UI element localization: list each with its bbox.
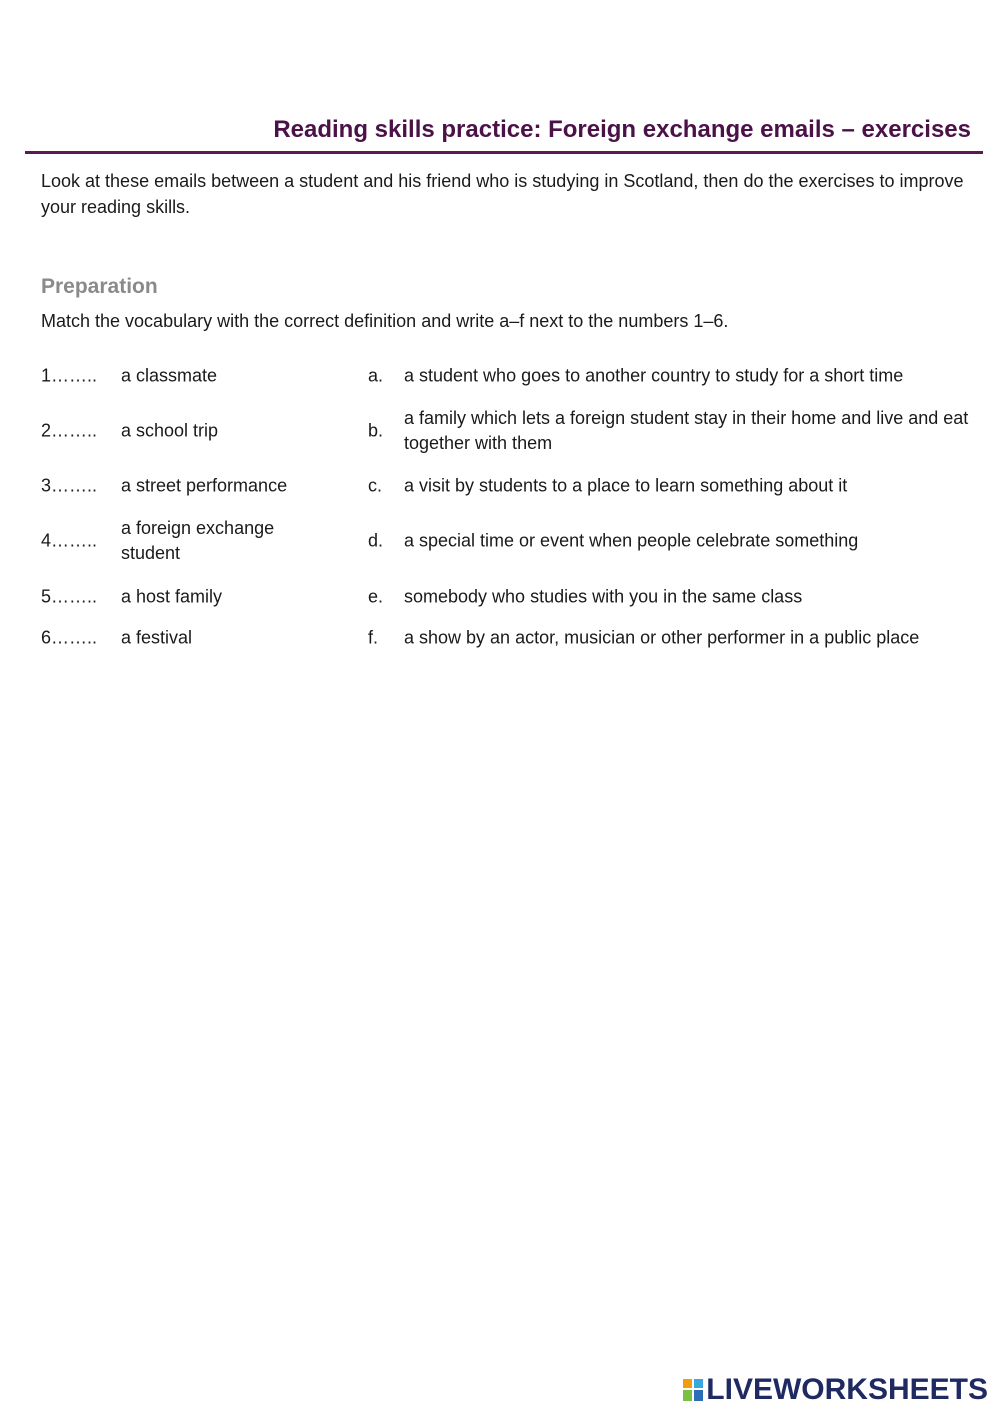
definition-text: a family which lets a foreign student stay in their home and live and eat together with them bbox=[404, 408, 969, 453]
definition-letter: b. bbox=[368, 420, 384, 441]
definition-text: a student who goes to another country to study for a short time bbox=[404, 365, 904, 386]
liveworksheets-logo[interactable] bbox=[683, 1373, 988, 1407]
logo-wordmark: LIVEWORKSHEETS bbox=[706, 1373, 988, 1406]
title-divider bbox=[25, 151, 983, 154]
liveworksheets-logo-icon bbox=[683, 1379, 703, 1401]
vocabulary-term: a host family bbox=[121, 586, 223, 607]
definition-text: somebody who studies with you in the same class bbox=[404, 586, 803, 607]
definition-letter: a. bbox=[368, 365, 384, 386]
definition-letter: c. bbox=[368, 475, 383, 496]
definition-letter: e. bbox=[368, 586, 384, 607]
definition-text: a special time or event when people celebrate something bbox=[404, 530, 859, 551]
definition-letter: d. bbox=[368, 530, 384, 551]
item-number-blank[interactable]: 4…….. bbox=[41, 530, 98, 551]
definition-text: a show by an actor, musician or other performer in a public place bbox=[404, 627, 920, 648]
item-number-blank[interactable]: 2…….. bbox=[41, 420, 98, 441]
definition-text: a visit by students to a place to learn something about it bbox=[404, 475, 848, 496]
vocabulary-term: a street performance bbox=[121, 475, 288, 496]
item-number-blank[interactable]: 5…….. bbox=[41, 586, 98, 607]
exercise-instruction: Match the vocabulary with the correct definition and write a–f next to the numbers 1–6. bbox=[41, 311, 729, 331]
item-number-blank[interactable]: 3…….. bbox=[41, 475, 98, 496]
vocabulary-term: a foreign exchange student bbox=[121, 518, 275, 563]
vocabulary-term: a festival bbox=[121, 627, 193, 648]
page-title: Reading skills practice: Foreign exchange emails – exercises bbox=[273, 116, 971, 143]
section-heading-preparation: Preparation bbox=[41, 275, 158, 298]
intro-text: Look at these emails between a student and his friend who is studying in Scotland, then do the exercises to improve your reading skills. bbox=[41, 171, 964, 217]
vocabulary-term: a classmate bbox=[121, 365, 218, 386]
item-number-blank[interactable]: 1…….. bbox=[41, 365, 98, 386]
definition-letter: f. bbox=[368, 627, 379, 648]
item-number-blank[interactable]: 6…….. bbox=[41, 627, 98, 648]
vocabulary-term: a school trip bbox=[121, 420, 219, 441]
